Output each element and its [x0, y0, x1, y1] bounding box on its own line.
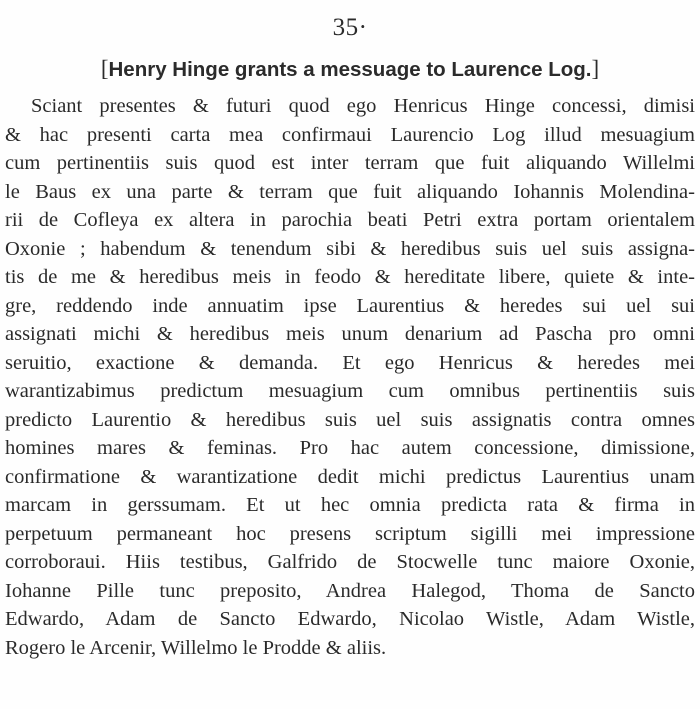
text-line: gre, reddendo inde annuatim ipse Laurentius & heredes sui uel sui — [5, 294, 695, 317]
text-line: le Baus ex una parte & terram que fuit aliquando Iohannis Molendina- — [5, 180, 695, 203]
text-line: cum pertinentiis suis quod est inter terram que fuit aliquando Willelmi — [5, 152, 695, 174]
text-line: marcam in gerssumam. Et ut hec omnia predicta rata & firma in — [5, 494, 695, 516]
text-line: Sciant presentes & futuri quod ego Henricus Hinge concessi, dimisi — [31, 95, 695, 117]
document-heading — [0, 56, 700, 82]
text-line: Oxonie ; habendum & tenendum sibi & heredibus suis uel suis assigna- — [5, 237, 695, 260]
text-line: corroboraui. Hiis testibus, Galfrido de Stocwelle tunc maiore Oxonie, — [5, 551, 695, 573]
text-line: rii de Cofleya ex altera in parochia beati Petri extra portam orientalem — [5, 209, 695, 231]
text-line: homines mares & feminas. Pro hac autem concessione, dimissione, — [5, 437, 695, 459]
page-number: 35· — [332, 14, 368, 41]
text-line: Edwardo, Adam de Sancto Edwardo, Nicolao Wistle, Adam Wistle, — [5, 608, 695, 630]
heading-title: Henry Hinge grants a messuage to Laurence Log. — [108, 58, 592, 81]
text-line: Iohanne Pille tunc preposito, Andrea Halegod, Thoma de Sancto — [5, 579, 695, 602]
text-line: & hac presenti carta mea confirmaui Laurencio Log illud mesuagium — [5, 123, 695, 146]
charter-text — [5, 92, 695, 662]
heading-open-bracket: [ — [100, 56, 109, 81]
text-line: warantizabimus predictum mesuagium cum omnibus pertinentiis suis — [5, 380, 695, 402]
text-line: assignati michi & heredibus meis unum denarium ad Pascha pro omni — [5, 323, 695, 345]
text-line: confirmatione & warantizatione dedit michi predictus Laurentius unam — [5, 465, 695, 488]
heading-close-bracket: ] — [591, 56, 600, 81]
text-line: perpetuum permaneant hoc presens scriptum sigilli mei impressione — [5, 522, 695, 545]
text-line: predicto Laurentio & heredibus suis uel suis assignatis contra omnes — [5, 408, 695, 431]
text-line: tis de me & heredibus meis in feodo & hereditate libere, quiete & inte- — [5, 266, 695, 288]
text-line: Rogero le Arcenir, Willelmo le Prodde & aliis. — [5, 636, 387, 659]
text-line: seruitio, exactione & demanda. Et ego Henricus & heredes mei — [5, 351, 695, 374]
